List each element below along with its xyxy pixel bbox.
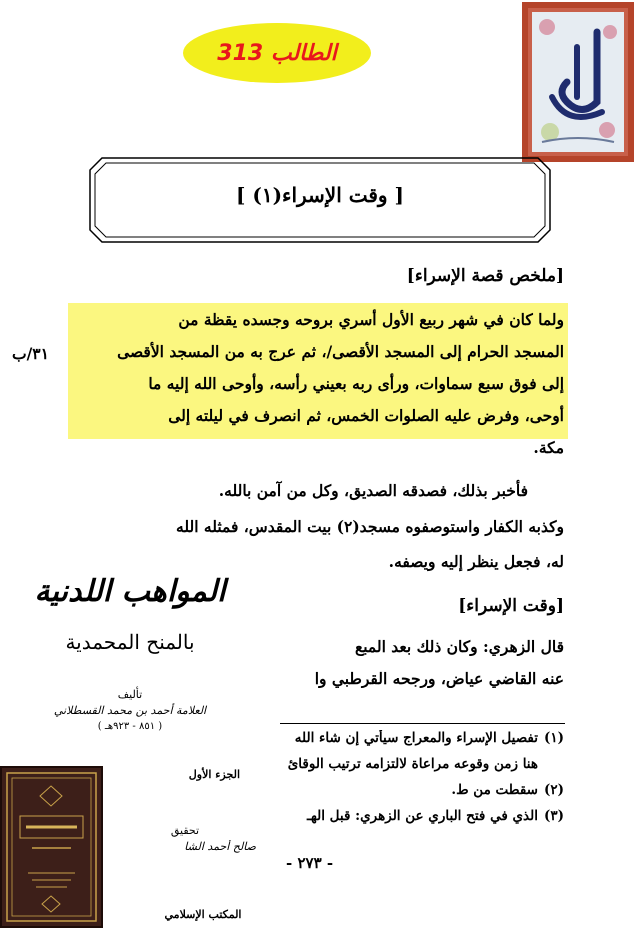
footnote-text: سقطت من ط. [451, 782, 538, 798]
calligraphy-image [522, 2, 634, 162]
paragraph-3-line-2: له، فجعل ينظر إليه ويصفه. [388, 552, 564, 571]
text-line: مكة. [533, 438, 564, 457]
section2-line-2: عنه القاضي عياض، ورجحه القرطبي وا [314, 669, 564, 688]
footnote-number [538, 756, 564, 782]
title-badge [183, 23, 371, 83]
text-line: ولما كان في شهر ربيع الأول أسري بروحه وجسده يقظة من [178, 310, 564, 329]
book-volume: الجزء الأول [188, 768, 240, 781]
author-label: تأليف [117, 688, 143, 701]
book-author: العلامة أحمد بن محمد القسطلاني [53, 704, 207, 717]
paragraph-2: فأخبر بذلك، فصدقه الصديق، وكل من آمن بالله. [218, 481, 528, 500]
text-line: إلى فوق سبع سماوات، ورأى ربه بعيني رأسه، وأوحى الله إليه ما [148, 374, 564, 393]
text-line: المسجد الحرام إلى المسجد الأقصى/، ثم عرج به من المسجد الأقصى [117, 342, 564, 361]
footnote-divider [280, 723, 565, 724]
book-dates: ( ٨٥١ - ٩٢٣هـ ) [97, 721, 163, 732]
book-cover-thumbnail [0, 766, 103, 928]
page-number: - ٢٧٣ - [286, 854, 334, 872]
margin-note: ٣١/ب [12, 344, 49, 363]
section-heading-time: [وقت الإسراء] [458, 596, 564, 616]
footnote-item [262, 756, 564, 782]
calligraphy-icon [522, 2, 634, 162]
footnote-number: (٣) [543, 808, 564, 824]
footnote-text: الذي في فتح الباري عن الزهري: قبل الهـ [306, 808, 538, 824]
book-publisher: المكتب الإسلامي [164, 908, 242, 921]
editing-label: تحقيق [170, 824, 200, 837]
book-editor: صالح أحمد الشا [184, 840, 256, 853]
book-subtitle: بالمنح المحمدية [65, 630, 195, 654]
footnote-item [262, 782, 564, 808]
footnote-item [262, 808, 564, 834]
section2-line-1: قال الزهري: وكان ذلك بعد المبع [354, 637, 564, 656]
book-title: المواهب اللدنية [34, 574, 226, 609]
badge-text: الطالب 313 [217, 40, 337, 66]
page-title: [ وقت الإسراء(١) ] [235, 183, 405, 207]
footnote-text: تفصيل الإسراء والمعراج سيأتي إن شاء الله [294, 730, 538, 746]
paragraph-3-line-1: وكذبه الكفار واستوصفوه مسجد(٢) بيت المقدس، فمثله الله [176, 517, 564, 536]
footnote-text: هنا زمن وقوعه مراعاة لالتزامه ترتيب الوقائ [287, 756, 538, 772]
text-line: أوحى، وفرض عليه الصلوات الخمس، ثم انصرف في ليلته إلى [168, 406, 564, 425]
footnote-number: (١) [543, 730, 564, 746]
book-cover-icon [2, 768, 101, 926]
footnote-item [262, 730, 564, 756]
footnote-number: (٢) [543, 782, 564, 798]
section-heading-summary: [ملخص قصة الإسراء] [406, 266, 564, 286]
footnotes [262, 730, 564, 834]
